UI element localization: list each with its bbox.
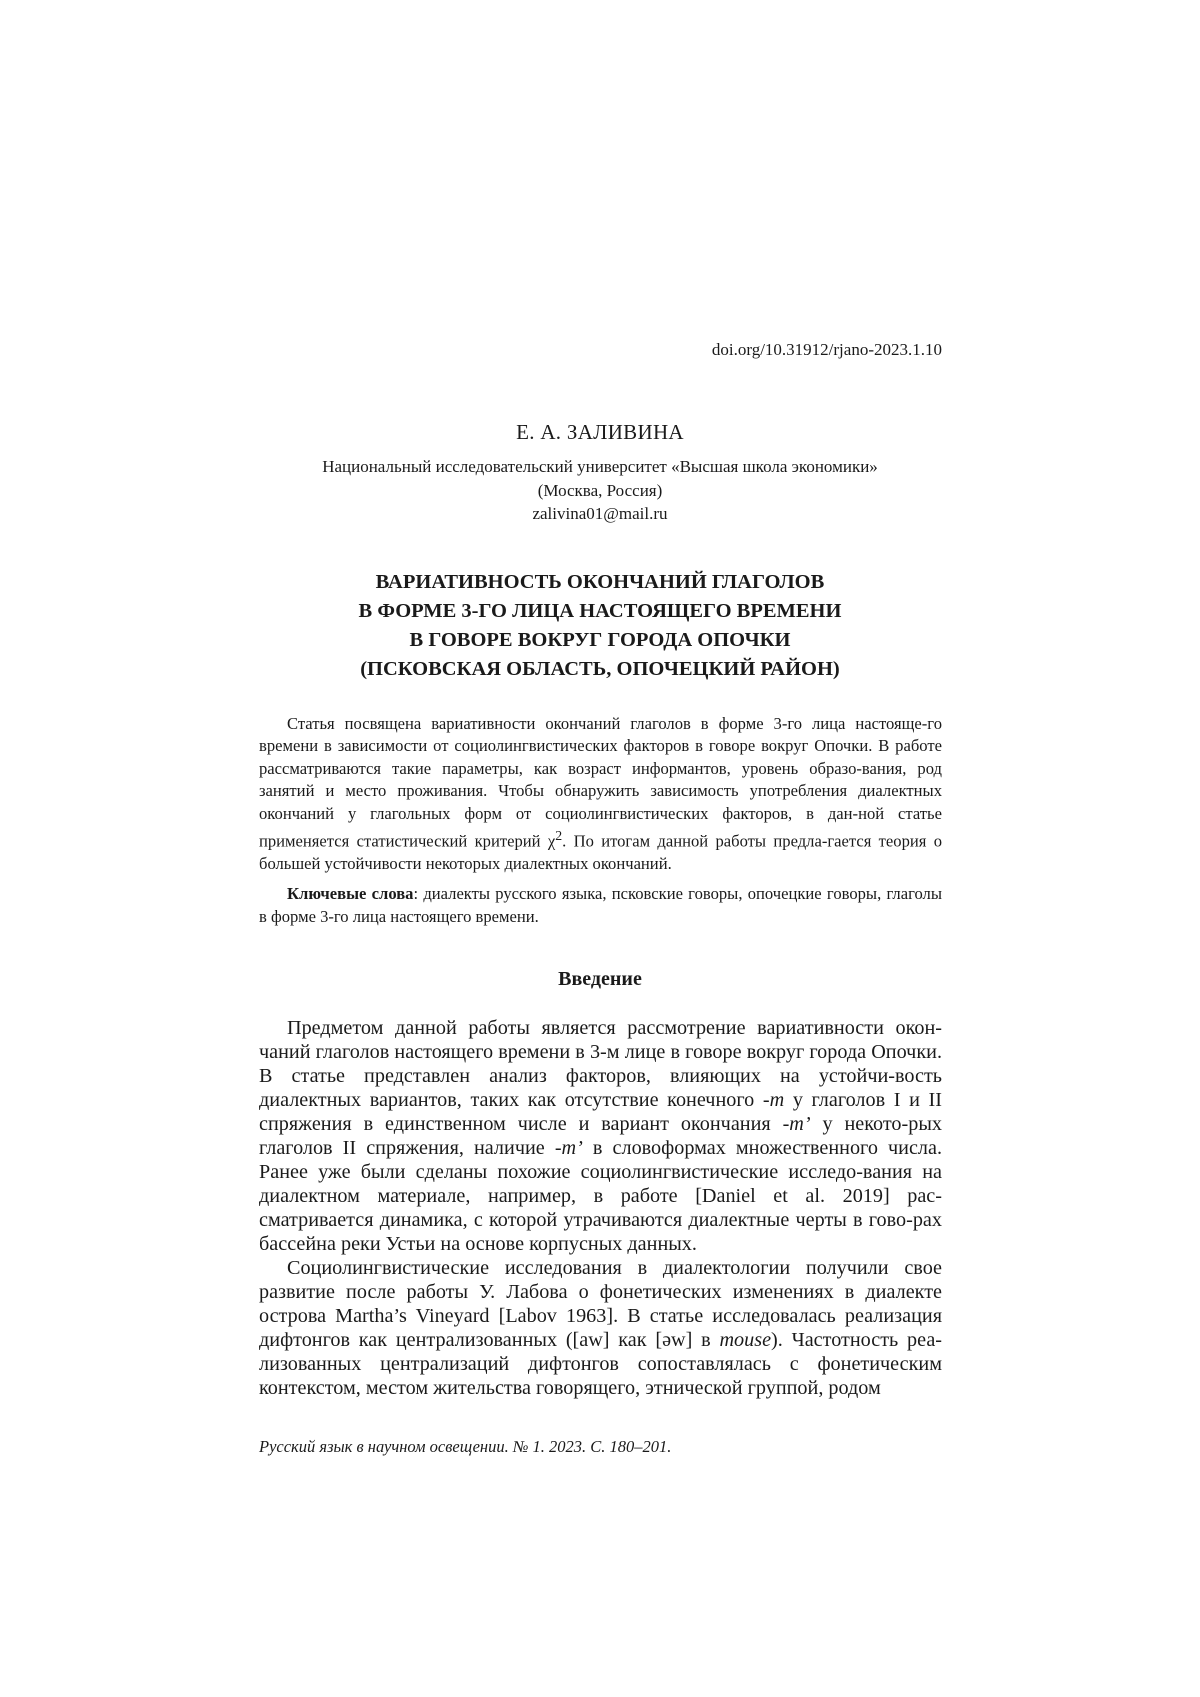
abstract-text: Статья посвящена вариативности окончаний глаголов в форме 3-го лица настояще-го времени в зависимости от социолингвистических факторов в говоре вокруг Опочки. В работе рассматриваются такие параметры, как возраст информантов, уровень образо-вания, род занятий и место проживания. Чтобы обнаружить зависимость употребления диалектных окончаний у глагольных форм от социолингвистических факторов, в дан-ной статье применяется статистический критерий $\chi^2$. По итогам данной работы предла-гается теория о большей устойчивости некоторых диалектных окончаний. [259, 714, 943, 873]
affiliation-institution: Национальный исследовательский университет «Высшая школа экономики» [322, 457, 878, 476]
affiliation-block [0, 455, 1200, 526]
title-line-1: ВАРИАТИВНОСТЬ ОКОНЧАНИЙ ГЛАГОЛОВ [375, 571, 825, 593]
paper-title [0, 568, 1200, 684]
keywords [259, 883, 942, 928]
chi-square-superscript: 2 [555, 828, 563, 844]
body-paragraph-2: Социолингвистические исследования в диалектологии получили свое развитие после работы У. Лабова о фонетических изменениях в диалекте острова Martha’s Vineyard [Labov 1963]. В статье исследовалась реализация дифтонгов как централизованных ([aw] как [əw] в mouse). Частотность реа-лизованных централизаций дифтонгов сопоставлялась с фонетическим контекстом, местом жительства говорящего, этнической группой, родом [259, 1257, 943, 1399]
author-name: Е. А. ЗАЛИВИНА [516, 420, 684, 444]
journal-citation-footer: Русский язык в научном освещении. № 1. 2023. С. 180–201. [259, 1437, 672, 1456]
keywords-label: Ключевые слова [287, 884, 414, 904]
body-paragraph-1: Предметом данной работы является рассмотрение вариативности окон-чаний глаголов настоящего времени в 3-м лице в говоре вокруг города Опочки. В статье представлен анализ факторов, влияющих на устойчи-вость диалектных вариантов, таких как отсутствие конечного -т у глаголов I и II спряжения в единственном числе и вариант окончания -т’ у некото-рых глаголов II спряжения, наличие -т’ в словоформах множественного числа. Ранее уже были сделаны похожие социолингвистические исследо-вания на диалектном материале, например, в работе [Daniel et al. 2019] рас-сматривается динамика, с которой утрачиваются диалектные черты в гово-рах бассейна реки Устьи на основе корпусных данных. [259, 1017, 942, 1255]
keywords-text: : диалекты русского языка, псковские говоры, опочецкие говоры, глаголы в форме 3-го лица настоящего времени. [259, 884, 942, 926]
author-email[interactable]: zalivina01@mail.ru [532, 504, 668, 523]
doi-link[interactable]: doi.org/10.31912/rjano-2023.1.10 [711, 340, 942, 359]
abstract [259, 713, 942, 928]
body-text [259, 1016, 942, 1400]
affiliation-location: (Москва, Россия) [537, 480, 663, 500]
title-line-3: В ГОВОРЕ ВОКРУГ ГОРОДА ОПОЧКИ [409, 629, 791, 651]
title-line-2: В ФОРМЕ 3-ГО ЛИЦА НАСТОЯЩЕГО ВРЕМЕНИ [358, 600, 842, 622]
section-heading-introduction: Введение [558, 968, 642, 990]
title-line-4: (ПСКОВСКАЯ ОБЛАСТЬ, ОПОЧЕЦКИЙ РАЙОН) [360, 658, 840, 680]
